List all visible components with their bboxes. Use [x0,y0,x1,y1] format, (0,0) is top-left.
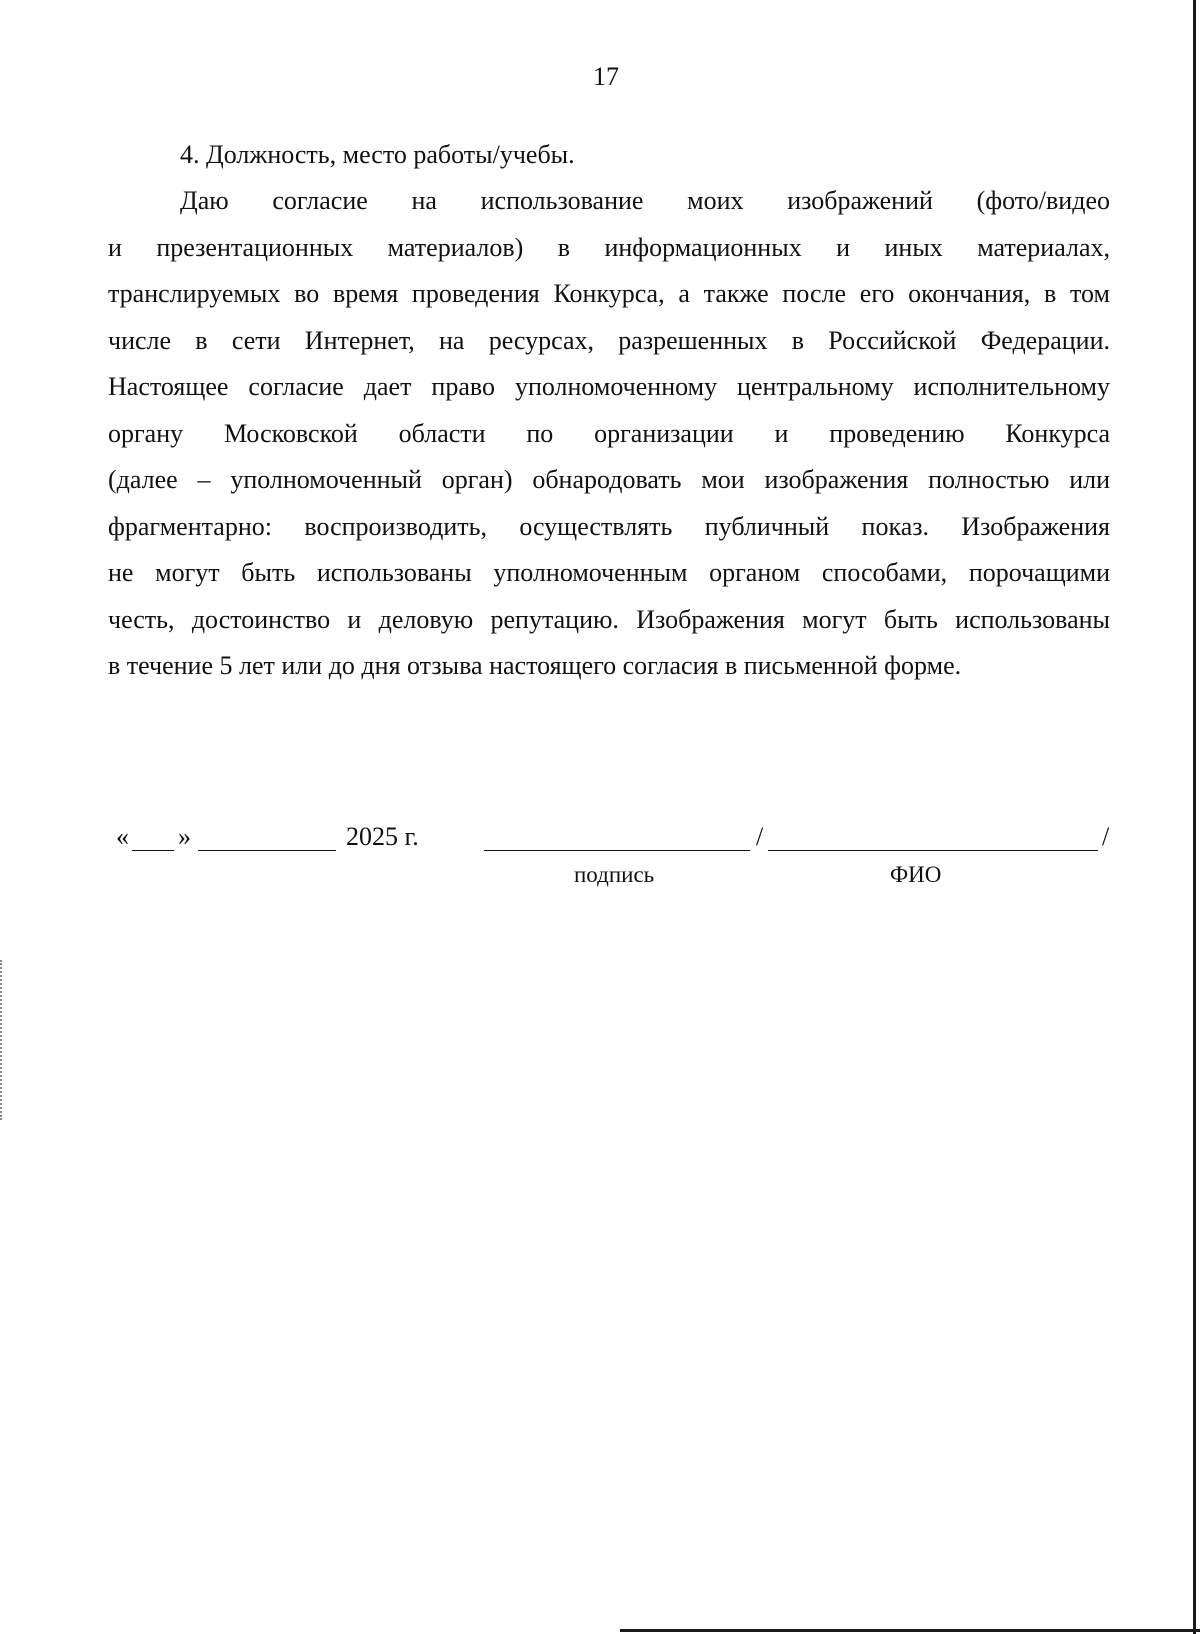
scan-edge-dots [0,960,4,1120]
scan-border-bottom [620,1629,1200,1632]
consent-paragraph [108,178,1110,690]
paragraph-line: числе в сети Интернет, на ресурсах, разрешенных в Российской Федерации. [108,325,1110,355]
paragraph-line: (далее – уполномоченный орган) обнародовать мои изображения полностью или [108,465,1110,494]
signature-row [108,822,1118,862]
scan-border-right [1193,0,1196,1634]
signature-caption: подпись [574,862,655,887]
name-caption: ФИО [890,862,942,887]
paragraph-line: и презентационных материалов) в информационных и иных материалах, [108,232,1110,262]
paragraph-line: Даю согласие на использование моих изображений (фото/видео [180,186,1110,215]
paragraph-line: честь, достоинство и деловую репутацию. Изображения могут быть использованы [108,604,1110,634]
paragraph-line: фрагментарно: воспроизводить, осуществлять публичный показ. Изображения [108,511,1110,541]
paragraph-line: Настоящее согласие дает право уполномоченному центральному исполнительному [108,372,1110,401]
item-position-workplace: 4. Должность, место работы/учебы. [180,140,575,169]
date-quote-open: « [116,822,129,851]
paragraph-line: в течение 5 лет или до дня отзыва настоящего согласия в письменной форме. [108,651,962,680]
name-slash: / [1102,822,1110,851]
paragraph-line: не могут быть использованы уполномоченным органом способами, порочащими [108,558,1110,587]
signature-blank-line[interactable] [484,826,750,851]
page-number: 17 [593,62,619,91]
month-blank-line[interactable] [198,826,336,851]
paragraph-line: органу Московской области по организации и проведению Конкурса [108,418,1110,448]
paragraph-line: транслируемых во время проведения Конкурса, а также после его окончания, в том [108,279,1110,308]
date-quote-close: » [178,822,191,851]
day-blank-line[interactable] [132,826,174,851]
date-year: 2025 г. [346,822,419,851]
name-blank-line[interactable] [768,826,1098,851]
signature-slash: / [756,822,764,851]
